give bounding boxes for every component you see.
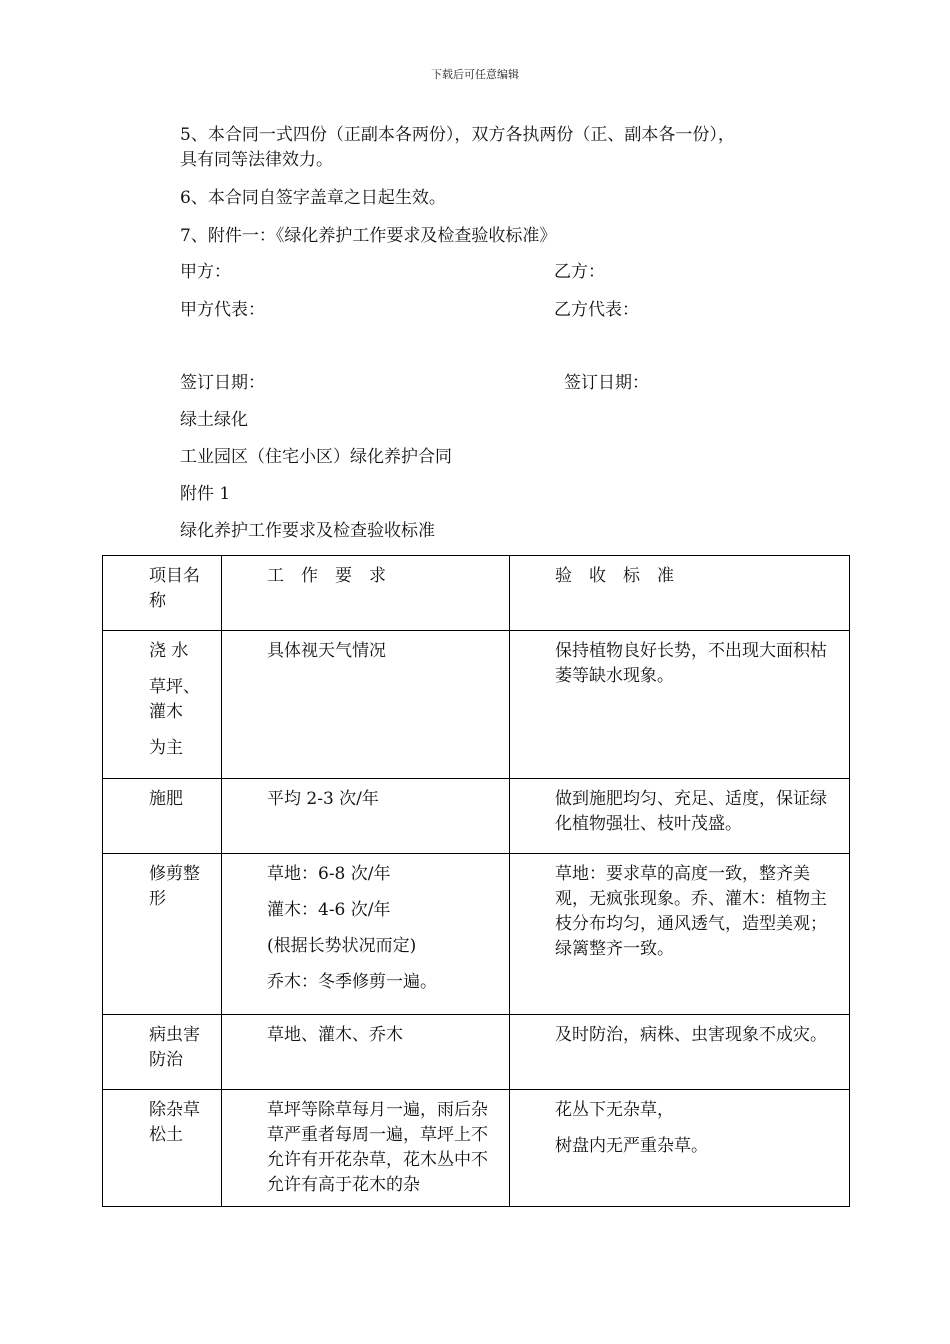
item-cell: [103, 1015, 222, 1090]
item-cell: [103, 1090, 222, 1207]
table-row: [103, 779, 850, 854]
clause-7: 7、附件一：《绿化养护工作要求及检查验收标准》: [180, 226, 557, 246]
item-cell: [103, 854, 222, 1015]
party-b-rep-label: 乙方代表：: [554, 300, 639, 320]
table-row: [103, 1090, 850, 1207]
table-header-row: [103, 556, 850, 631]
requirement-text: 乔木：冬季修剪一遍。: [267, 972, 437, 992]
standard-cell: [510, 779, 850, 854]
standard-cell: [510, 631, 850, 779]
header-standard: 验 收 标 准: [510, 556, 850, 631]
standard-text: 草地：要求草的高度一致，整齐美观，无疯张现象。乔、灌木：植物主枝分布均匀，通风透气，造型美观；绿篱整齐一致。: [555, 864, 827, 959]
standard-cell: [510, 854, 850, 1015]
header-requirement: 工 作 要 求: [222, 556, 510, 631]
requirement-text: 草地、灌木、乔木: [267, 1025, 403, 1045]
table-row: [103, 1015, 850, 1090]
requirement-text: 平均 2-3 次/年: [267, 789, 379, 809]
item-cell: [103, 631, 222, 779]
maintenance-standards-table: [102, 555, 850, 1207]
clause-5-line-2: 具有同等法律效力。: [180, 150, 333, 170]
item-text: 病虫害防治: [149, 1025, 200, 1070]
company-caption: 绿土绿化: [180, 410, 248, 430]
standard-text: 做到施肥均匀、充足、适度，保证绿化植物强壮、枝叶茂盛。: [555, 789, 827, 834]
standard-cell: [510, 1090, 850, 1207]
clause-5-line-1: 5、本合同一式四份（正副本各两份），双方各执两份（正、副本各一份），: [180, 125, 735, 145]
clause-6: 6、本合同自签字盖章之日起生效。: [180, 188, 446, 208]
table-row: [103, 631, 850, 779]
party-a-date-label: 签订日期：: [180, 373, 265, 393]
standard-text: 树盘内无严重杂草。: [555, 1136, 708, 1156]
item-cell: [103, 779, 222, 854]
item-text: 修剪整形: [149, 864, 200, 909]
attachment-title: 绿化养护工作要求及检查验收标准: [180, 521, 435, 541]
item-text: 为主: [149, 738, 183, 758]
requirement-text: (根据长势状况而定): [267, 936, 417, 956]
item-text: 浇 水: [149, 641, 189, 661]
requirement-cell: [222, 1090, 510, 1207]
requirement-text: 具体视天气情况: [267, 641, 386, 661]
table-row: [103, 854, 850, 1015]
standard-text: 保持植物良好长势，不出现大面积枯萎等缺水现象。: [555, 641, 827, 686]
item-text: 施肥: [149, 789, 183, 809]
attachment-label: 附件 1: [180, 484, 231, 504]
requirement-text: 草地：6-8 次/年: [267, 864, 391, 884]
requirement-cell: [222, 1015, 510, 1090]
standard-text: 及时防治，病株、虫害现象不成灾。: [555, 1025, 827, 1045]
header-item: 项目名称: [103, 556, 222, 631]
item-text: 除杂草松土: [149, 1100, 200, 1145]
party-b-date-label: 签订日期：: [564, 373, 649, 393]
standard-text: 花丛下无杂草，: [555, 1100, 674, 1120]
requirement-cell: [222, 854, 510, 1015]
party-a-rep-label: 甲方代表：: [180, 300, 265, 320]
page-header: 下载后可任意编辑: [431, 68, 519, 81]
item-text: 草坪、灌木: [149, 677, 200, 722]
standard-cell: [510, 1015, 850, 1090]
contract-title: 工业园区（住宅小区）绿化养护合同: [180, 447, 452, 467]
requirement-cell: [222, 779, 510, 854]
requirement-text: 草坪等除草每月一遍，雨后杂草严重者每周一遍，草坪上不允许有开花杂草，花木丛中不允许有高于花木的杂: [267, 1100, 488, 1195]
requirement-cell: [222, 631, 510, 779]
party-a-label: 甲方：: [180, 262, 231, 282]
requirement-text: 灌木：4-6 次/年: [267, 900, 391, 920]
party-b-label: 乙方：: [554, 262, 605, 282]
